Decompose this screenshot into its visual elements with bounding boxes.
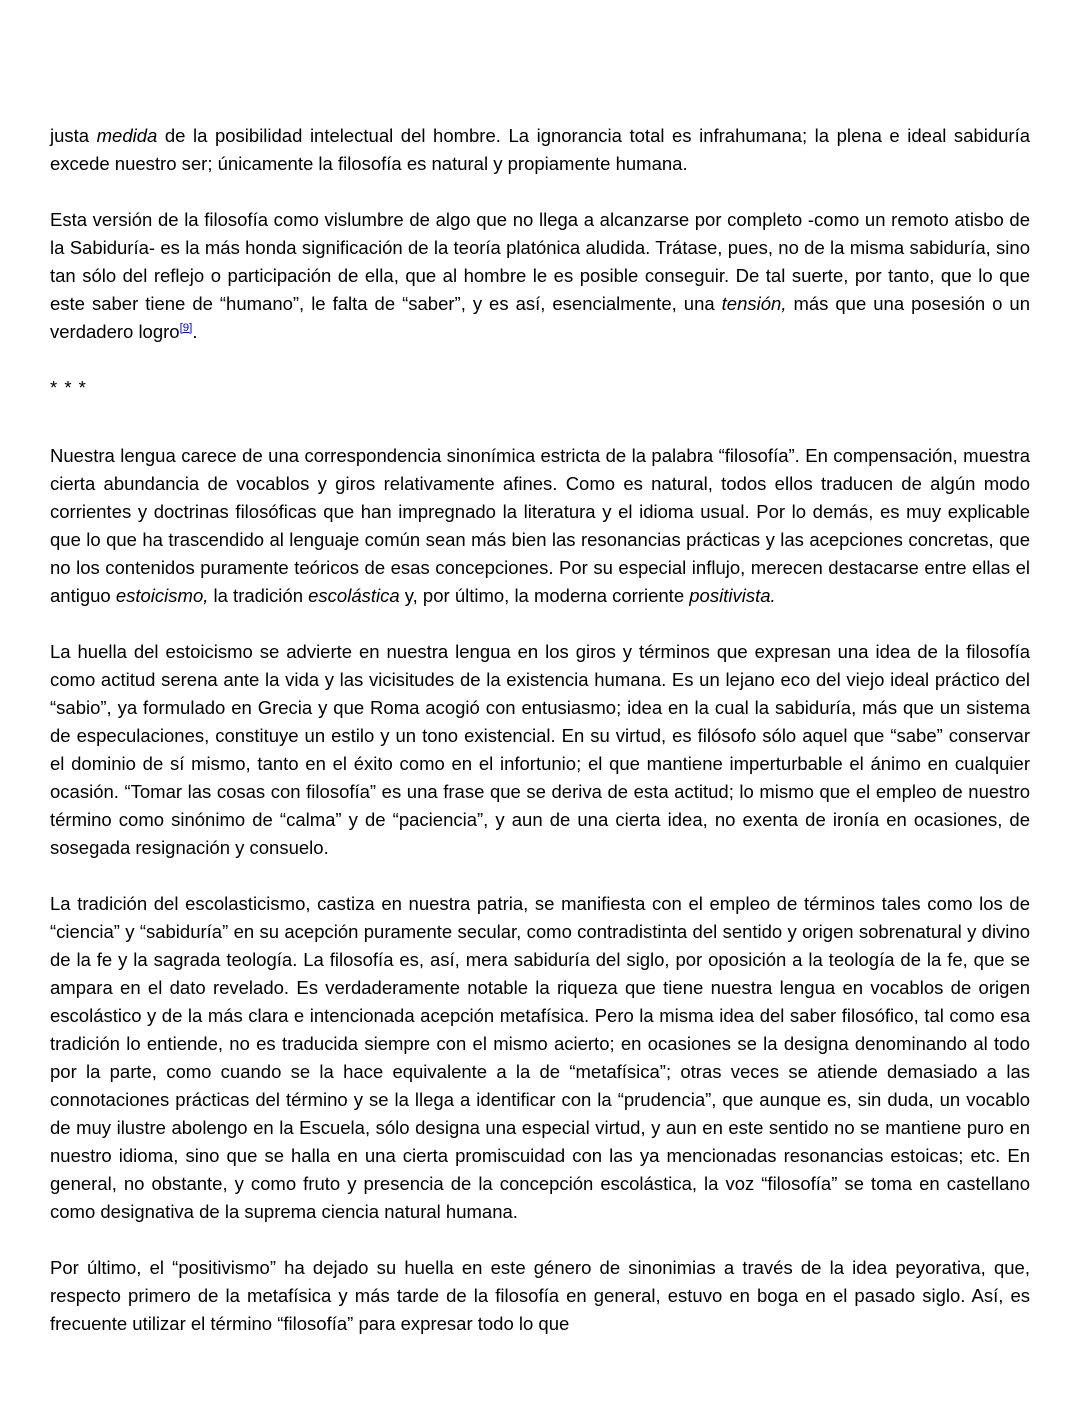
text-run: más que una posesión o un verdadero logro xyxy=(50,293,1030,342)
text-run: La huella del estoicismo se advierte en nuestra lengua en los giros y términos que expresan una idea de la filosofía como actitud serena ante la vida y las vicisitudes de la existencia humana. Es un lejano eco del viejo ideal práctico del “sabio”, ya formulado en Grecia y que Roma acogió con entusiasmo; idea en la cual la sabiduría, más que un sistema de especulaciones, constituye un estilo y un tono existencial. En su virtud, es filósofo sólo aquel que “sabe” conservar el dominio de sí mismo, tanto en el éxito como en el infortunio; el que mantiene imperturbable el ánimo en cualquier ocasión. “Tomar las cosas con filosofía” es una frase que se deriva de esta actitud; lo mismo que el empleo de nuestro término como sinónimo de “calma” y de “paciencia”, y aun de una cierta idea, no exenta de ironía en ocasiones, de sosegada resignación y consuelo. xyxy=(50,641,1030,858)
paragraph-2 xyxy=(50,206,1030,346)
text-run: Nuestra lengua carece de una correspondencia sinonímica estricta de la palabra “filosofía”. En compensación, muestra cierta abundancia de vocablos y giros relativamente afines. Como es natural, todos ellos traducen de algún modo corrientes y doctrinas filosóficas que han impregnado la literatura y el idioma usual. Por lo demás, es muy explicable que lo que ha trascendido al lenguaje común sean más bien las resonancias prácticas y las acepciones concretas, que no los contenidos puramente teóricos de esas concepciones. Por su especial influjo, merecen destacarse entre ellas el antiguo xyxy=(50,445,1030,606)
footnote-link-9[interactable]: [9] xyxy=(179,321,193,334)
paragraph-3 xyxy=(50,442,1030,610)
text-run: de la posibilidad intelectual del hombre. La ignorancia total es infrahumana; la plena e ideal sabiduría excede nuestro ser; únicamente la filosofía es natural y propiamente humana. xyxy=(50,125,1031,174)
text-run-italic: tensión, xyxy=(721,293,787,314)
paragraph-1 xyxy=(50,122,1030,178)
text-run: Esta versión de la filosofía como vislumbre de algo que no llega a alcanzarse por completo -como un remoto atisbo de la Sabiduría- es la más honda significación de la teoría platónica aludida. Trátase, pues, no de la misma sabiduría, sino tan sólo del reflejo o participación de ella, que al hombre le es posible conseguir. De tal suerte, por tanto, que lo que este saber tiene de “humano”, le falta de “saber”, y es así, esencialmente, una xyxy=(50,209,1030,314)
text-run: . xyxy=(192,321,198,342)
paragraph-6 xyxy=(50,1254,1030,1338)
paragraph-4 xyxy=(50,638,1030,862)
paragraph-5 xyxy=(50,890,1030,1226)
text-run: y, por último, la moderna corriente xyxy=(399,585,690,606)
text-run: Por último, el “positivismo” ha dejado su huella en este género de sinonimias a través de la idea peyorativa, que, respecto primero de la metafísica y más tarde de la filosofía en general, estuvo en boga en el pasado siglo. Así, es frecuente utilizar el término “filosofía” para expresar todo lo que xyxy=(50,1257,1030,1334)
text-run-italic: escolástica xyxy=(308,585,400,606)
text-run-italic: estoicismo, xyxy=(115,585,209,606)
text-run: justa xyxy=(50,125,97,146)
section-separator: * * * xyxy=(50,377,87,398)
text-run-italic: medida xyxy=(96,125,158,146)
text-run: La tradición del escolasticismo, castiza en nuestra patria, se manifiesta con el empleo de términos tales como los de “ciencia” y “sabiduría” en su acepción puramente secular, como contradistinta del sentido y origen sobrenatural y divino de la fe y la sagrada teología. La filosofía es, así, mera sabiduría del siglo, por oposición a la teología de la fe, que se ampara en el dato revelado. Es verdaderamente notable la riqueza que tiene nuestra lengua en vocablos de origen escolástico y de la más clara e intencionada acepción metafísica. Pero la misma idea del saber filosófico, tal como esa tradición lo entiende, no es traducida siempre con el mismo acierto; en ocasiones se la designa denominando al todo por la parte, como cuando se la hace equivalente a la de “metafísica”; otras veces se atiende demasiado a las connotaciones prácticas del término y se la llega a identificar con la “prudencia”, que aunque es, sin duda, un vocablo de muy ilustre abolengo en la Escuela, sólo designa una especial virtud, y aun en este sentido no se mantiene puro en nuestro idioma, sino que se halla en una cierta promiscuidad con las ya mencionadas resonancias estoicas; etc. En general, no obstante, y como fruto y presencia de la concepción escolástica, la voz “filosofía” se toma en castellano como designativa de la suprema ciencia natural humana. xyxy=(50,893,1030,1222)
text-run: la tradición xyxy=(208,585,309,606)
text-run-italic: positivista. xyxy=(689,585,776,606)
